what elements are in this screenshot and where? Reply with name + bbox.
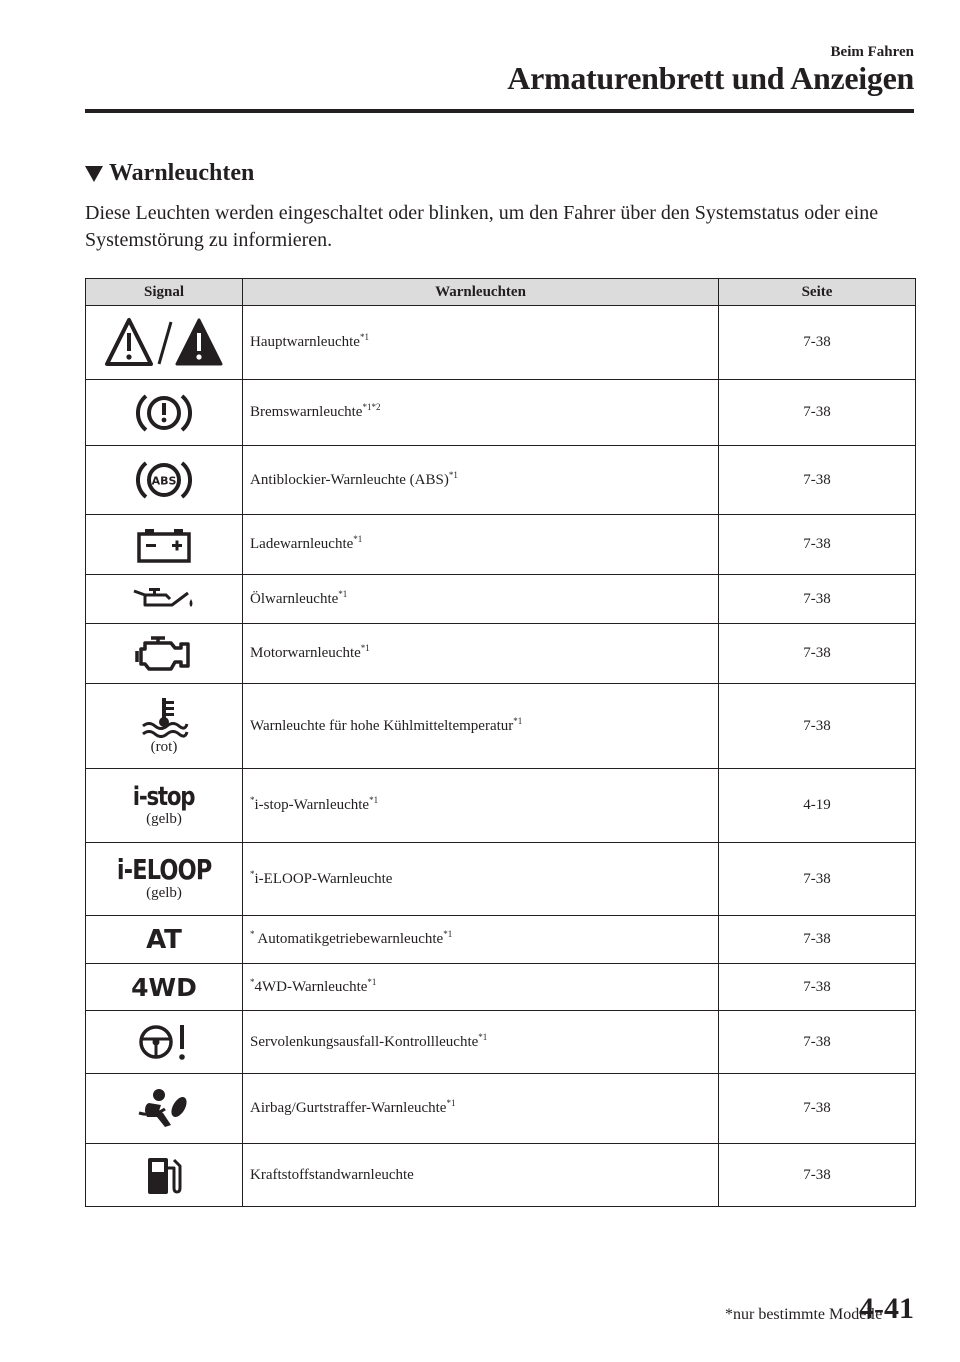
signal-cell	[86, 1074, 243, 1144]
page-ref-cell: 7-38	[719, 964, 916, 1011]
light-name-cell	[243, 1074, 719, 1144]
page-ref-cell: 7-38	[719, 575, 916, 624]
signal-cell	[86, 843, 243, 916]
light-name-cell	[243, 380, 719, 446]
i-stop-icon: i-stop	[133, 781, 195, 812]
table-row	[86, 684, 916, 769]
header-page: Seite	[719, 279, 916, 306]
page-ref-cell: 7-38	[719, 916, 916, 964]
footnote-marker: *1	[360, 643, 370, 653]
light-name-cell	[243, 446, 719, 515]
power-steering-icon	[136, 1021, 192, 1063]
table-row	[86, 624, 916, 684]
brake-warning-icon	[136, 391, 192, 435]
oil-can-icon	[132, 585, 196, 613]
signal-cell	[86, 916, 243, 964]
battery-icon	[136, 527, 192, 563]
page-ref-cell: 7-38	[719, 1074, 916, 1144]
table-row	[86, 515, 916, 575]
page-ref-cell: 7-38	[719, 380, 916, 446]
section-title	[85, 160, 254, 187]
name-prefix: *	[250, 976, 255, 987]
4wd-icon: 4WD	[131, 972, 197, 1002]
fuel-icon	[144, 1154, 184, 1196]
page-ref-cell: 7-38	[719, 624, 916, 684]
light-name: Automatikgetriebewarnleuchte	[254, 931, 444, 947]
signal-cell	[86, 769, 243, 843]
header-rule	[85, 109, 914, 113]
light-name-cell	[243, 515, 719, 575]
light-name: Airbag/Gurtstraffer-Warnleuchte	[250, 1100, 447, 1116]
triangle-bullet-icon	[85, 166, 103, 182]
page-ref-cell: 4-19	[719, 769, 916, 843]
page-number: 4-41	[859, 1292, 914, 1325]
table-row	[86, 380, 916, 446]
footnote-marker: *1	[353, 534, 363, 544]
master-warning-icon	[103, 316, 225, 370]
signal-cell	[86, 684, 243, 769]
light-name: 4WD-Warnleuchte	[254, 978, 368, 995]
table-row	[86, 446, 916, 515]
signal-cell	[86, 575, 243, 624]
table-row	[86, 916, 916, 964]
name-prefix: *	[250, 929, 255, 939]
footnote-marker: *1*2	[362, 402, 381, 412]
light-name-cell	[243, 575, 719, 624]
light-name: Ladewarnleuchte	[250, 536, 354, 552]
page-ref-cell: 7-38	[719, 684, 916, 769]
light-name-cell	[243, 684, 719, 769]
engine-icon	[135, 634, 193, 674]
light-name: i-stop-Warnleuchte	[254, 797, 370, 813]
table-row	[86, 843, 916, 916]
light-name: Kraftstoffstandwarnleuchte	[250, 1166, 414, 1183]
footnote-marker: *1	[338, 588, 348, 599]
footnote-marker: *1	[367, 976, 377, 987]
page-ref-cell: 7-38	[719, 1011, 916, 1074]
header-lights: Warnleuchten	[243, 279, 719, 306]
signal-cell	[86, 446, 243, 515]
name-prefix: *	[250, 795, 255, 805]
footnote-marker: *1	[513, 715, 523, 726]
page-ref-cell: 7-38	[719, 306, 916, 380]
light-name: Ölwarnleuchte	[250, 590, 339, 607]
signal-cell	[86, 1144, 243, 1207]
light-name: Motorwarnleuchte	[250, 645, 361, 661]
signal-cell	[86, 1011, 243, 1074]
light-name: Hauptwarnleuchte	[250, 334, 360, 350]
light-name: Bremswarnleuchte	[250, 404, 363, 420]
page-ref-cell: 7-38	[719, 446, 916, 515]
signal-color-label: (rot)	[150, 739, 178, 755]
table-row	[86, 1074, 916, 1144]
light-name-cell	[243, 964, 719, 1011]
airbag-icon	[135, 1087, 193, 1131]
page-ref-cell: 7-38	[719, 1144, 916, 1207]
light-name: Servolenkungsausfall-Kontrollleuchte	[250, 1033, 479, 1050]
signal-color-label: (gelb)	[146, 885, 182, 901]
table-row	[86, 769, 916, 843]
signal-cell	[86, 306, 243, 380]
table-row	[86, 306, 916, 380]
running-header-chapter: Armaturenbrett und Anzeigen	[507, 60, 914, 96]
light-name-cell	[243, 916, 719, 964]
footnote-marker: *1	[446, 1098, 456, 1108]
light-name-cell	[243, 843, 719, 916]
footnote-marker: *1	[478, 1031, 488, 1042]
signal-cell	[86, 964, 243, 1011]
warning-lights-table	[85, 278, 916, 1207]
intro-paragraph: Diese Leuchten werden eingeschaltet oder blinken, um den Fahrer über den Systemstatus oder eine Systemstörung zu informieren.	[85, 202, 879, 251]
at-icon: AT	[146, 924, 182, 955]
footnote-marker: *1	[443, 929, 453, 939]
signal-cell	[86, 624, 243, 684]
footnote-marker: *1	[359, 332, 369, 342]
table-row	[86, 1011, 916, 1074]
name-prefix: *	[250, 868, 255, 879]
table-row	[86, 575, 916, 624]
footnote-marker: *1	[369, 795, 379, 805]
svg-text:ABS: ABS	[151, 474, 177, 488]
i-eloop-icon: i-ELOOP	[116, 853, 212, 886]
light-name-cell	[243, 306, 719, 380]
light-name: Warnleuchte für hohe Kühlmitteltemperatur	[250, 717, 514, 734]
table-row	[86, 1144, 916, 1207]
footnote-marker: *1	[448, 469, 458, 480]
light-name-cell	[243, 1144, 719, 1207]
section-title-text: Warnleuchten	[109, 160, 255, 186]
page-ref-cell: 7-38	[719, 843, 916, 916]
signal-cell	[86, 380, 243, 446]
footnote-models: *nur bestimmte Modelle	[725, 1306, 883, 1323]
light-name-cell	[243, 769, 719, 843]
light-name-cell	[243, 1011, 719, 1074]
light-name-cell	[243, 624, 719, 684]
light-name: Antiblockier-Warnleuchte (ABS)	[250, 471, 449, 488]
signal-cell	[86, 515, 243, 575]
table-row	[86, 964, 916, 1011]
page-ref-cell: 7-38	[719, 515, 916, 575]
table-header-row	[86, 279, 916, 306]
light-name: i-ELOOP-Warnleuchte	[254, 870, 393, 887]
abs-warning-icon	[136, 458, 192, 502]
coolant-temperature-icon	[139, 696, 189, 738]
header-signal: Signal	[86, 279, 243, 306]
running-header-section: Beim Fahren	[830, 44, 914, 60]
signal-color-label: (gelb)	[146, 810, 182, 827]
